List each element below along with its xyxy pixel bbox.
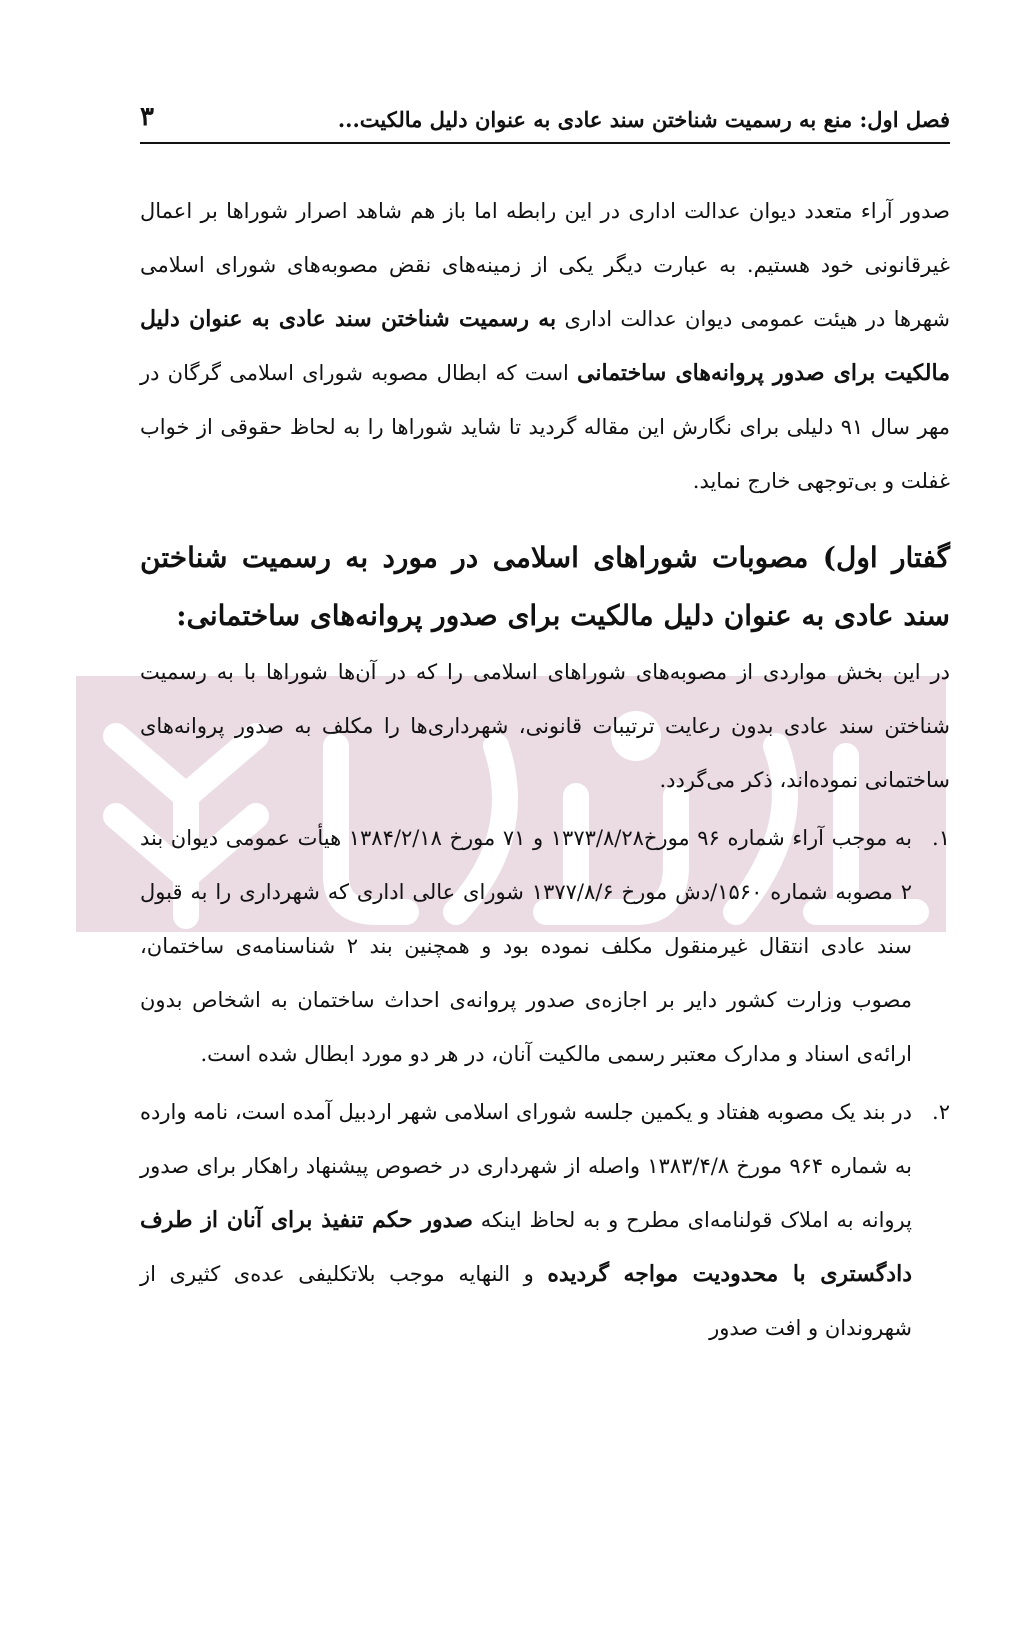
list-item-text [140,1085,912,1355]
running-header [140,96,950,144]
list-item-text: به موجب آراء شماره ۹۶ مورخ۱۳۷۳/۸/۲۸ و ۷۱ مورخ ۱۳۸۴/۲/۱۸ هیأت عمومی دیوان بند ۲ مصوبه شماره ۱۵۶۰/دش مورخ ۱۳۷۷/۸/۶ شورای عالی اداری که شهرداری را به قبول سند عادی انتقال غیرمنقول مکلف نموده بود و همچنین بند ۲ شناسنامه‌ی ساختمان، مصوب وزارت کشور دایر بر اجازه‌ی صدور پروانه‌ی احداث ساختمان به اشخاص بدون ارائه‌ی اسناد و مدارک معتبر رسمی مالکیت آنان، در هر دو مورد ابطال شده است. [140,826,912,1066]
intro-paragraph [140,184,950,508]
intro-text-2: است که ابطال مصوبه شورای اسلامی گرگان در مهر سال ۹۱ دلیلی برای نگارش این مقاله گردید تا شاید شوراها را به لحاظ حقوقی از خواب غفلت و بی‌توجهی خارج نماید. [140,361,950,493]
section-intro-paragraph: در این بخش مواردی از مصوبه‌های شوراهای اسلامی را که در آن‌ها شوراها با به رسمیت شناختن سند عادی بدون رعایت ترتیبات قانونی، شهرداری‌ها را مکلف به صدور پروانه‌های ساختمانی نموده‌اند، ذکر می‌گردد. [140,660,950,792]
chapter-title: فصل اول: منع به رسمیت شناختن سند عادی به عنوان دلیل مالکیت... [337,107,950,132]
page-number: ۳ [140,102,154,132]
list-item-number: ۱. [932,826,950,850]
list-item-1 [140,811,950,1081]
list-item-2-text-2: و النهایه موجب بلاتکلیفی عده‌ی کثیری از شهروندان و افت صدور [140,1262,912,1340]
intro-bold-text: به رسمیت شناختن سند عادی به عنوان دلیل مالکیت برای صدور پروانه‌های ساختمانی [140,306,950,386]
document-page [140,96,950,1355]
list-item-2-bold-text: صدور حکم تنفیذ برای آنان از طرف دادگستری با محدودیت مواجه گردیده [140,1207,912,1287]
intro-text-1: صدور آراء متعدد دیوان عدالت اداری در این رابطه اما باز هم شاهد اصرار شوراها بر اعمال غیرقانونی خود هستیم. به عبارت دیگر یکی از زمینه‌های نقض مصوبه‌های شورای اسلامی شهرها در هیئت عمومی دیوان عدالت اداری [140,199,950,331]
section-heading: گفتار اول) مصوبات شوراهای اسلامی در مورد به رسمیت شناختن سند عادی به عنوان دلیل مالکیت برای صدور پروانه‌های ساختمانی: [140,541,950,632]
list-item-2-text-1: در بند یک مصوبه هفتاد و یکمین جلسه شورای اسلامی شهر اردبیل آمده است، نامه وارده به شماره ۹۶۴ مورخ ۱۳۸۳/۴/۸ واصله از شهرداری در خصوص پیشنهاد راهکار برای صدور پروانه به املاک قولنامه‌ای مطرح و به لحاظ اینکه [140,1100,912,1232]
list-item-number: ۲. [932,1100,950,1124]
list-item-2 [140,1085,950,1355]
